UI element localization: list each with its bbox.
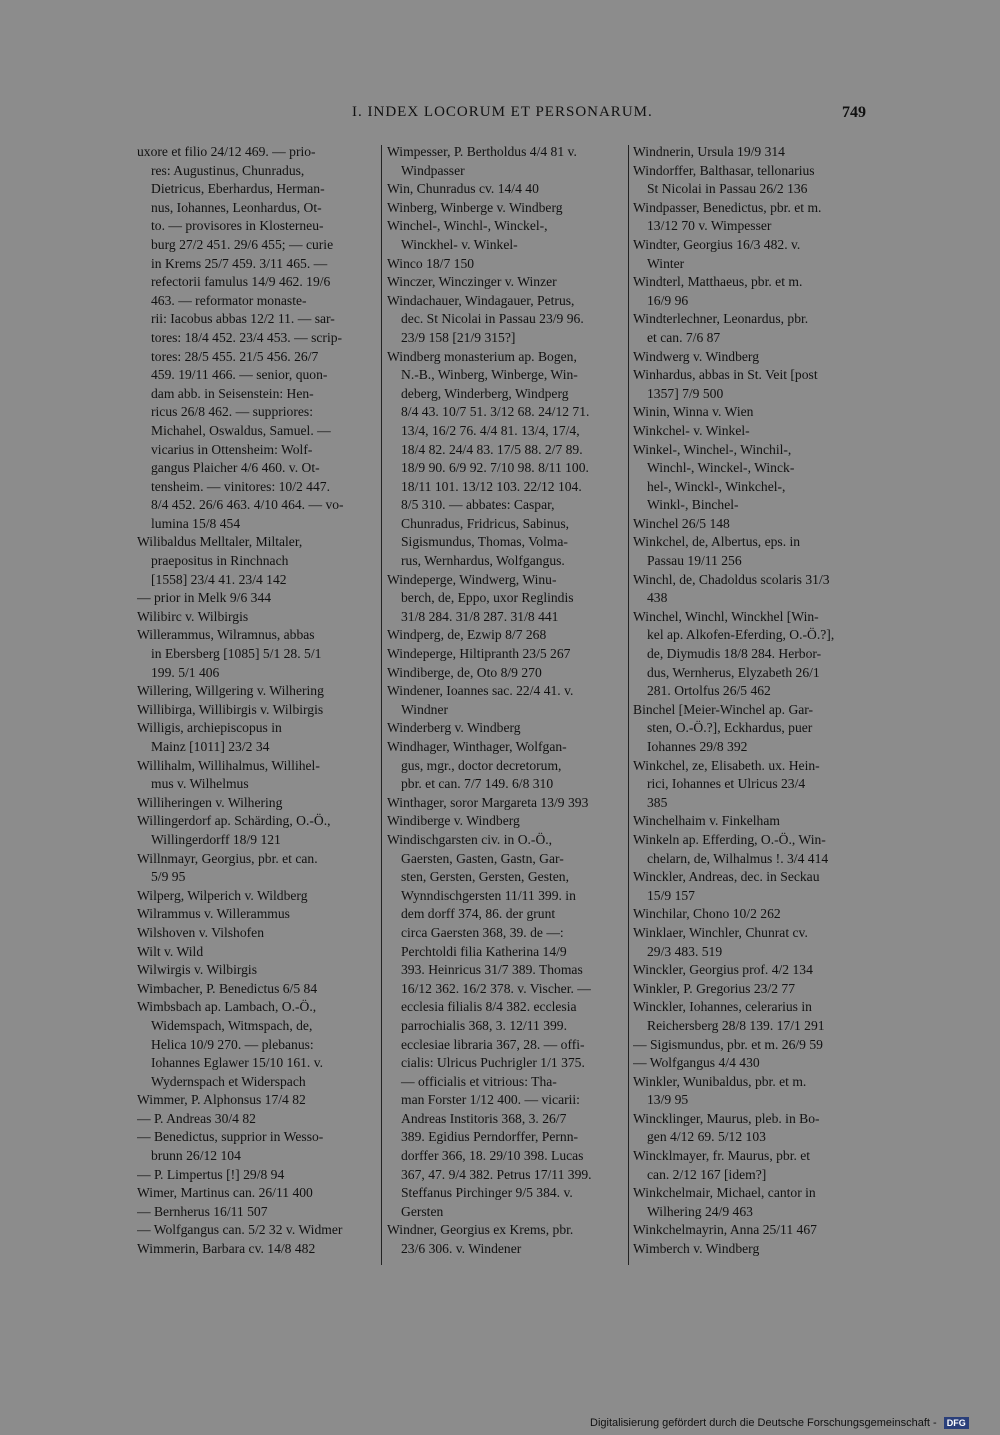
index-line: 459. 19/11 466. — senior, quon-: [151, 367, 328, 383]
index-line: gangus Plaicher 4/6 460. v. Ot-: [151, 460, 320, 476]
index-line: Wilt v. Wild: [137, 943, 204, 959]
running-header: [0, 104, 1000, 128]
index-line: Winin, Winna v. Wien: [633, 404, 754, 420]
index-line: res: Augustinus, Chunradus,: [151, 162, 305, 178]
index-line: Winchel, Winchl, Winckhel [Win-: [633, 608, 819, 624]
index-line: Willerammus, Wilramnus, abbas: [137, 627, 315, 643]
index-line: rici, Iohannes et Ulricus 23/4: [647, 776, 806, 792]
index-line: Michahel, Oswaldus, Samuel. —: [151, 422, 331, 438]
index-line: tensheim. — vinitores: 10/2 447.: [151, 478, 330, 494]
index-line: Windwerg v. Windberg: [633, 348, 760, 364]
index-line: tores: 18/4 452. 23/4 453. — scrip-: [151, 329, 343, 345]
index-line: Winco 18/7 150: [387, 255, 475, 271]
index-line: Winchl, de, Chadoldus scolaris 31/3: [633, 571, 830, 587]
index-line: — Wolfgangus 4/4 430: [633, 1055, 760, 1071]
index-line: ecclesiae libraria 367, 28. — offi-: [401, 1036, 585, 1052]
index-line: Willigis, archiepiscopus in: [137, 720, 282, 736]
index-line: St Nicolai in Passau 26/2 136: [647, 181, 808, 197]
index-line: ricus 26/8 462. — suppriores:: [151, 404, 313, 420]
index-line: Wimmerin, Barbara cv. 14/8 482: [137, 1241, 316, 1257]
index-line: 389. Egidius Perndorffer, Pernn-: [401, 1129, 579, 1145]
dfg-logo-icon: DFG: [944, 1417, 969, 1429]
index-line: lumina 15/8 454: [151, 515, 241, 531]
index-line: — Benedictus, supprior in Wesso-: [137, 1129, 324, 1145]
index-line: Winklaer, Winchler, Chunrat cv.: [633, 924, 808, 940]
index-line: Winter: [647, 255, 685, 271]
index-line: — Sigismundus, pbr. et m. 26/9 59: [633, 1036, 823, 1052]
index-line: Windberg monasterium ap. Bogen,: [387, 348, 577, 364]
index-line: Wilhering 24/9 463: [647, 1203, 753, 1219]
index-line: 1357] 7/9 500: [647, 385, 724, 401]
index-line: 18/9 90. 6/9 92. 7/10 98. 8/11 100.: [401, 460, 589, 476]
index-line: Winthager, soror Margareta 13/9 393: [387, 794, 589, 810]
index-line: circa Gaersten 368, 39. de —:: [401, 924, 564, 940]
index-line: 438: [647, 590, 668, 606]
index-line: dorffer 366, 18. 29/10 398. Lucas: [401, 1148, 584, 1164]
index-line: Andreas Institoris 368, 3. 26/7: [401, 1110, 567, 1126]
index-line: — P. Andreas 30/4 82: [137, 1110, 256, 1126]
index-line: Windnerin, Ursula 19/9 314: [633, 144, 785, 159]
index-line: Steffanus Pirchinger 9/5 384. v.: [401, 1185, 573, 1201]
index-line: Winckhel- v. Winkel-: [401, 236, 518, 252]
index-line: uxore et filio 24/12 469. — prio-: [137, 144, 316, 159]
index-line: 8/5 310. — abbates: Caspar,: [401, 497, 555, 513]
index-line: Wynndischgersten 11/11 399. in: [401, 887, 576, 903]
index-line: Winkl-, Binchel-: [647, 497, 739, 513]
index-line: 31/8 284. 31/8 287. 31/8 441: [401, 608, 559, 624]
index-line: deberg, Winderberg, Windperg: [401, 385, 569, 401]
index-line: Winkchel, ze, Elisabeth. ux. Hein-: [633, 757, 820, 773]
index-line: Winkeln ap. Efferding, O.-Ö., Win-: [633, 831, 826, 847]
index-line: Winkchel- v. Winkel-: [633, 422, 750, 438]
index-line: — Bernherus 16/11 507: [137, 1203, 268, 1219]
index-line: Gersten: [401, 1203, 444, 1219]
index-line: to. — provisores in Klosterneu-: [151, 218, 324, 234]
index-line: Windterl, Matthaeus, pbr. et m.: [633, 274, 803, 290]
index-line: 5/9 95: [151, 869, 186, 885]
index-line: Winkler, P. Gregorius 23/2 77: [633, 980, 796, 996]
index-line: Winczer, Winczinger v. Winzer: [387, 274, 557, 290]
index-line: man Forster 1/12 400. — vicarii:: [401, 1092, 580, 1108]
index-line: parrochialis 368, 3. 12/11 399.: [401, 1017, 567, 1033]
index-line: rii: Iacobus abbas 12/2 11. — sar-: [151, 311, 335, 327]
column-divider: [381, 145, 382, 1265]
index-line: Windter, Georgius 16/3 482. v.: [633, 236, 801, 252]
index-line: gus, mgr., doctor decretorum,: [401, 757, 562, 773]
index-line: N.-B., Winberg, Winberge, Win-: [401, 367, 578, 383]
index-line: 8/4 452. 26/6 463. 4/10 464. — vo-: [151, 497, 344, 513]
index-line: Windner, Georgius ex Krems, pbr.: [387, 1222, 574, 1238]
index-line: — prior in Melk 9/6 344: [137, 590, 272, 606]
index-line: Windterlechner, Leonardus, pbr.: [633, 311, 809, 327]
column-divider: [628, 145, 629, 1265]
index-line: Wimer, Martinus can. 26/11 400: [137, 1185, 313, 1201]
index-line: rus, Wernhardus, Wolfgangus.: [401, 553, 565, 569]
index-line: 29/3 483. 519: [647, 943, 723, 959]
index-line: Winchel-, Winchl-, Winckel-,: [387, 218, 548, 234]
index-line: Widemspach, Witmspach, de,: [151, 1017, 313, 1033]
index-line: Helica 10/9 270. — plebanus:: [151, 1036, 314, 1052]
index-line: tores: 28/5 455. 21/5 456. 26/7: [151, 348, 319, 364]
index-line: [1558] 23/4 41. 23/4 142: [151, 571, 287, 587]
index-line: Wilshoven v. Vilshofen: [137, 924, 265, 940]
index-line: Wilibaldus Melltaler, Miltaler,: [137, 534, 303, 550]
index-line: Willingerdorff 18/9 121: [151, 831, 281, 847]
index-line: Winchilar, Chono 10/2 262: [633, 906, 781, 922]
index-line: nus, Iohannes, Leonhardus, Ot-: [151, 199, 322, 215]
index-line: Windpasser: [401, 162, 465, 178]
index-line: 8/4 43. 10/7 51. 3/12 68. 24/12 71.: [401, 404, 590, 420]
index-line: Willering, Willgering v. Wilhering: [137, 683, 324, 699]
index-line: Windiberge, de, Oto 8/9 270: [387, 664, 542, 680]
index-line: 13/9 95: [647, 1092, 689, 1108]
index-line: Winkchelmayrin, Anna 25/11 467: [633, 1222, 817, 1238]
index-line: dam abb. in Seisenstein: Hen-: [151, 385, 314, 401]
index-column-1: [137, 143, 375, 1259]
index-line: Chunradus, Fridricus, Sabinus,: [401, 515, 570, 531]
index-line: Winhardus, abbas in St. Veit [post: [633, 367, 818, 383]
index-line: et can. 7/6 87: [647, 329, 721, 345]
index-line: pbr. et can. 7/7 149. 6/8 310: [401, 776, 554, 792]
index-line: 16/9 96: [647, 292, 689, 308]
index-line: — P. Limpertus [!] 29/8 94: [137, 1166, 285, 1182]
index-line: Winckler, Georgius prof. 4/2 134: [633, 962, 813, 978]
index-line: ecclesia filialis 8/4 382. ecclesia: [401, 999, 577, 1015]
index-line: de, Diymudis 18/8 284. Herbor-: [647, 646, 822, 662]
index-line: kel ap. Alkofen-Eferding, O.-Ö.?],: [647, 627, 835, 643]
index-line: — officialis et vitrious: Tha-: [401, 1073, 557, 1089]
index-line: 16/12 362. 16/2 378. v. Vischer. —: [401, 980, 591, 996]
index-line: Winchel 26/5 148: [633, 515, 730, 531]
index-line: Iohannes Eglawer 15/10 161. v.: [151, 1055, 324, 1071]
index-line: sten, O.-Ö.?], Eckhardus, puer: [647, 720, 813, 736]
index-line: 281. Ortolfus 26/5 462: [647, 683, 771, 699]
index-line: Wincklmayer, fr. Maurus, pbr. et: [633, 1148, 811, 1164]
index-line: brunn 26/12 104: [151, 1148, 241, 1164]
index-line: dec. St Nicolai in Passau 23/9 96.: [401, 311, 584, 327]
index-line: Willihalm, Willihalmus, Willihel-: [137, 757, 320, 773]
index-line: Windeperge, Windwerg, Winu-: [387, 571, 557, 587]
index-line: praepositus in Rinchnach: [151, 553, 289, 569]
index-line: Wimmer, P. Alphonsus 17/4 82: [137, 1092, 306, 1108]
index-line: in Ebersberg [1085] 5/1 28. 5/1: [151, 646, 322, 662]
index-line: can. 2/12 167 [idem?]: [647, 1166, 767, 1182]
index-line: Winberg, Winberge v. Windberg: [387, 199, 563, 215]
index-line: Wilibirc v. Wilbirgis: [137, 608, 249, 624]
index-line: gen 4/12 69. 5/12 103: [647, 1129, 766, 1145]
index-line: Dietricus, Eberhardus, Herman-: [151, 181, 325, 197]
index-line: Windiberge v. Windberg: [387, 813, 520, 829]
index-line: Gaersten, Gasten, Gastn, Gar-: [401, 850, 564, 866]
index-line: Winkler, Wunibaldus, pbr. et m.: [633, 1073, 807, 1089]
index-line: 463. — reformator monaste-: [151, 292, 307, 308]
index-line: Wimberch v. Windberg: [633, 1241, 760, 1257]
index-line: 23/6 306. v. Windener: [401, 1241, 522, 1257]
index-line: Windeperge, Hiltipranth 23/5 267: [387, 646, 571, 662]
index-line: Perchtoldi filia Katherina 14/9: [401, 943, 567, 959]
index-line: Win, Chunradus cv. 14/4 40: [387, 181, 539, 197]
index-line: 199. 5/1 406: [151, 664, 220, 680]
index-line: 13/12 70 v. Wimpesser: [647, 218, 772, 234]
index-line: Willnmayr, Georgius, pbr. et can.: [137, 850, 318, 866]
index-line: Sigismundus, Thomas, Volma-: [401, 534, 568, 550]
index-line: berch, de, Eppo, uxor Reglindis: [401, 590, 574, 606]
index-line: Wydernspach et Widerspach: [151, 1073, 306, 1089]
index-line: Willibirga, Willibirgis v. Wilbirgis: [137, 701, 324, 717]
index-line: Wimbacher, P. Benedictus 6/5 84: [137, 980, 318, 996]
index-line: vicarius in Ottensheim: Wolf-: [151, 441, 313, 457]
index-line: Winderberg v. Windberg: [387, 720, 521, 736]
index-line: 23/9 158 [21/9 315?]: [401, 329, 516, 345]
page-title: I. INDEX LOCORUM ET PERSONARUM.: [352, 104, 653, 120]
footer-text: Digitalisierung gefördert durch die Deutsche Forschungsgemeinschaft -: [590, 1417, 937, 1429]
index-line: Windorffer, Balthasar, tellonarius: [633, 162, 815, 178]
footer-credit: [590, 1417, 969, 1429]
index-line: 15/9 157: [647, 887, 695, 903]
index-line: 385: [647, 794, 668, 810]
index-line: Winkchel, de, Albertus, eps. in: [633, 534, 801, 550]
index-line: Iohannes 29/8 392: [647, 739, 748, 754]
index-line: Reichersberg 28/8 139. 17/1 291: [647, 1017, 825, 1033]
index-line: refectorii famulus 14/9 462. 19/6: [151, 274, 331, 290]
index-line: Windpasser, Benedictus, pbr. et m.: [633, 199, 822, 215]
index-line: burg 27/2 451. 29/6 455; — curie: [151, 236, 334, 252]
index-line: Windner: [401, 701, 449, 717]
index-line: Wilrammus v. Willerammus: [137, 906, 290, 922]
index-line: Windischgarsten civ. in O.-Ö.,: [387, 831, 553, 847]
index-line: — Wolfgangus can. 5/2 32 v. Widmer: [137, 1222, 343, 1238]
index-column-2: [387, 143, 623, 1259]
index-line: Williheringen v. Wilhering: [137, 794, 283, 810]
index-line: dem dorff 374, 86. der grunt: [401, 906, 556, 922]
index-line: 13/4, 16/2 76. 4/4 81. 13/4, 17/4,: [401, 422, 580, 438]
index-line: dus, Wernherus, Elyzabeth 26/1: [647, 664, 820, 680]
index-line: cialis: Ulricus Puchrigler 1/1 375.: [401, 1055, 585, 1071]
index-column-3: [633, 143, 873, 1259]
index-line: mus v. Wilhelmus: [151, 776, 249, 792]
index-line: hel-, Winckl-, Winkchel-,: [647, 478, 786, 494]
page-number: 749: [842, 104, 866, 121]
index-line: Wincklinger, Maurus, pleb. in Bo-: [633, 1110, 820, 1126]
index-line: Willingerdorf ap. Schärding, O.-Ö.,: [137, 813, 331, 829]
index-line: Winckler, Iohannes, celerarius in: [633, 999, 812, 1015]
index-line: in Krems 25/7 459. 3/11 465. —: [151, 255, 328, 271]
index-line: Winchl-, Winckel-, Winck-: [647, 460, 795, 476]
index-line: 18/4 82. 24/4 83. 17/5 88. 2/7 89.: [401, 441, 583, 457]
index-line: Wilperg, Wilperich v. Wildberg: [137, 887, 308, 903]
index-line: Winckler, Andreas, dec. in Seckau: [633, 869, 820, 885]
index-line: 367, 47. 9/4 382. Petrus 17/11 399.: [401, 1166, 592, 1182]
index-line: Windachauer, Windagauer, Petrus,: [387, 292, 575, 308]
index-line: Passau 19/11 256: [647, 553, 742, 569]
index-line: Wimpesser, P. Bertholdus 4/4 81 v.: [387, 144, 577, 159]
index-line: 393. Heinricus 31/7 389. Thomas: [401, 962, 583, 978]
index-line: chelarn, de, Wilhalmus !. 3/4 414: [647, 850, 829, 866]
index-line: Wilwirgis v. Wilbirgis: [137, 962, 257, 978]
index-line: 18/11 101. 13/12 103. 22/12 104.: [401, 478, 582, 494]
index-line: sten, Gersten, Gersten, Gesten,: [401, 869, 569, 885]
index-line: Winkchelmair, Michael, cantor in: [633, 1185, 816, 1201]
index-line: Winkel-, Winchel-, Winchil-,: [633, 441, 792, 457]
index-line: Winchelhaim v. Finkelham: [633, 813, 780, 829]
index-line: Mainz [1011] 23/2 34: [151, 739, 270, 754]
index-line: Windperg, de, Ezwip 8/7 268: [387, 627, 547, 643]
index-line: Wimbsbach ap. Lambach, O.-Ö.,: [137, 999, 317, 1015]
index-line: Windhager, Winthager, Wolfgan-: [387, 739, 567, 754]
index-line: Binchel [Meier-Winchel ap. Gar-: [633, 701, 814, 717]
index-line: Windener, Ioannes sac. 22/4 41. v.: [387, 683, 574, 699]
